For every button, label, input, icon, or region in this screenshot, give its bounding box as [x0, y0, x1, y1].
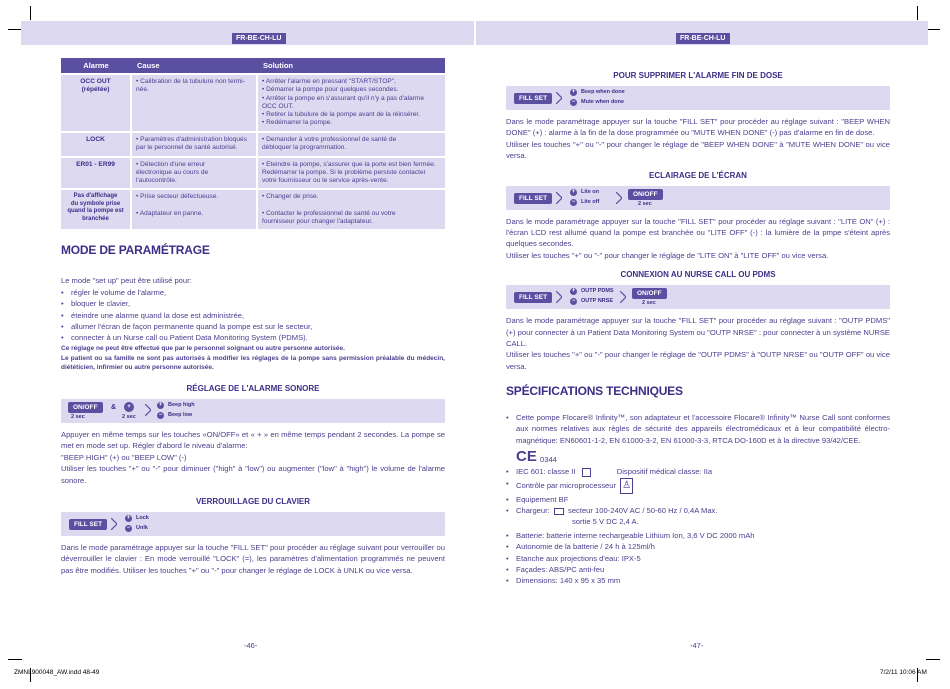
arrow-right-icon	[620, 291, 626, 303]
double-square-icon	[582, 468, 591, 477]
page-number-right: -47-	[690, 641, 704, 650]
list-item: • connecter à un Nurse call ou Patient Data Monitoring System (PDMS).	[61, 332, 445, 343]
sound-strip	[61, 399, 445, 423]
charger-line-2: sortie 5 V DC 2,4 A.	[572, 517, 639, 527]
list-item: • allumer l'écran de façon permanente quand la pompe est sur le secteur,	[61, 321, 445, 332]
list-item: • Batterie: batterie interne rechargeable Lithium Ion, 3,6 V DC 2000 mAh	[506, 530, 890, 541]
option-lite-on: Lite on	[581, 188, 600, 195]
fill-set-button: FILL SET	[69, 519, 107, 530]
sec-label: 2 sec	[638, 200, 652, 207]
arrow-right-icon	[111, 518, 117, 530]
list-item: • Façades: ABS/PC anti-feu	[506, 564, 890, 575]
mode-intro: Le mode "set up" peut être utilisé pour:	[61, 276, 192, 286]
solution-cell: • Arrêter l'alarme en pressant "START/STOP". • Démarrer la pompe pour quelques secondes. • Arrêter la pompe en s'assurant qu'il n'y a pas d'alarme OCC OUT. • Retirer la tubulure de la pompe avant de la réinsérer. • Redémarrer la pompe.	[257, 74, 445, 132]
option-lite-off: Lite off	[581, 198, 600, 205]
lock-title: VERROUILLAGE DU CLAVIER	[195, 496, 311, 506]
spec-intro: • Cette pompe Flocare® Infinity™, son adaptateur et l'accessoire Flocare® Infinity™ Nurse Call sont conformes aux normes relatives aux règles de sécurité des appareils électromédicaux et à leur compatibilité électro-magnétique: EN60601-1-2, EN 61000-3-2, EN 61000-3-3, RTCA DO-160D et à la directive 93/42/CEE.	[506, 412, 890, 446]
screen-title: ECLAIRAGE DE L'ÉCRAN	[649, 170, 747, 180]
alarm-table-header	[61, 58, 445, 74]
option-beep-high: Beep high	[168, 402, 195, 409]
list-item: • Dimensions: 140 x 95 x 35 mm	[506, 575, 890, 586]
sec-label: 2 sec	[642, 300, 656, 307]
iec-text: IEC 601: classe II	[516, 467, 576, 477]
plus-icon: +	[124, 402, 134, 412]
option-unlk: Unlk	[136, 524, 148, 531]
on-off-button: ON/OFF	[632, 288, 667, 299]
warning-text-2: Le patient ou sa famille ne sont pas autorisés à modifier les réglages de la pompe sans permission préalable du médecin, diététicien, infirmier ou autre personne autorisée.	[61, 354, 445, 372]
on-off-button: ON/OFF	[68, 402, 103, 413]
spec-list-2	[506, 466, 890, 516]
header-alarm: Alarme	[61, 58, 131, 74]
ampersand: &	[111, 404, 117, 412]
warning-text-1: Ce réglage ne peut être effectué que par le personnel soignant ou autre personne autorisée.	[61, 344, 345, 352]
lock-text: Dans le mode paramétrage appuyer sur la touche "FILL SET" pour procéder au réglage suivant pour verrouiller ou déverrouiller le clavier : En mode verrouillé "LOCK" (=), les paramètres d'alimentation programmés ne peuvent pas être modifiés. Utiliser les touches "+" ou "-" pour changer le réglage de LOCK à UNLK ou vice versa.	[61, 542, 445, 575]
ce-mark: CE	[516, 448, 537, 466]
plus-icon: +	[158, 402, 163, 409]
dose-title: POUR SUPPRIMER L'ALARME FIN DE DOSE	[613, 71, 783, 80]
list-item: • Etanche aux projections d'eau: IPX-5	[506, 553, 890, 564]
fill-set-button: FILL SET	[514, 193, 552, 204]
table-row	[61, 157, 445, 190]
list-item	[506, 505, 890, 516]
crop-mark	[926, 29, 940, 30]
fill-set-button: FILL SET	[514, 292, 552, 303]
language-tag-left: FR-BE-CH-LU	[232, 33, 286, 44]
alarm-cell: LOCK	[61, 132, 131, 156]
spec-list	[506, 412, 890, 446]
option-outp-nrse: OUTP NRSE	[581, 298, 613, 305]
sec-label: 2 sec	[122, 414, 136, 421]
crop-mark	[917, 6, 918, 20]
list-item	[506, 466, 890, 477]
arrow-right-icon	[556, 291, 562, 303]
cause-cell: • Prise secteur défectueuse. • Adaptateur en panne.	[131, 189, 257, 229]
solution-cell: • Demander à votre professionnel de santé de débloquer la programmation.	[257, 132, 445, 156]
ce-row	[506, 448, 890, 466]
alarm-table	[61, 58, 445, 229]
footer-file: ZMNL900048_AW.indd 48-49	[14, 669, 100, 676]
solution-cell: • Eteindre la pompe, s'assurer que la porte est bien fermée. Redémarrer la pompe. Si le problème persiste contacter votre fournisseur ou le service après-vente.	[257, 157, 445, 190]
alarm-cell: ER01 - ER99	[61, 157, 131, 190]
list-item: • éteindre une alarme quand la dose est administrée,	[61, 310, 445, 321]
mode-title: MODE DE PARAMÉTRAGE	[61, 243, 210, 258]
crop-mark	[8, 29, 22, 30]
arrow-right-icon	[556, 192, 562, 204]
sound-title: RÉGLAGE DE L'ALARME SONORE	[186, 384, 320, 394]
list-item: • Autonomie de la batterie / 24 h à 125ml/h	[506, 541, 890, 552]
option-beep-low: Beep low	[168, 412, 193, 419]
arrow-right-icon	[145, 404, 151, 416]
plus-icon: +	[126, 514, 131, 521]
spec-item: Contrôle par microprocesseur	[516, 480, 617, 490]
spec-title: SPÉCIFICATIONS TECHNIQUES	[506, 384, 683, 399]
plug-icon	[554, 508, 564, 515]
alarm-cell: OCC OUT (répétée)	[61, 74, 131, 132]
language-tag-right: FR-BE-CH-LU	[676, 33, 730, 44]
table-row	[61, 74, 445, 132]
table-row	[61, 189, 445, 229]
minus-icon: −	[158, 412, 163, 419]
mode-list	[61, 287, 445, 344]
nurse-title: CONNEXION AU NURSE CALL OU PDMS	[620, 270, 776, 280]
option-beep-when-done: Beep when done	[581, 89, 625, 95]
list-item: • bloquer le clavier,	[61, 298, 445, 309]
on-off-button: ON/OFF	[628, 189, 663, 200]
screen-text: Dans le mode paramétrage appuyer sur la touche "FILL SET" pour procéder au réglage suivant : "LITE ON" (+) : l'écran LCD rest allumé quand la pompe est branchée ou "LITE OFF" (-) : la lumière de la pmpe s'éteint après quelques secondes. Utiliser les touches "+" ou "-" pour changer le réglage de "LITE ON" à "LITE OFF" ou vice versa.	[506, 216, 890, 260]
bf-person-icon: ♙	[620, 478, 633, 494]
page-number-left: -46-	[244, 641, 258, 650]
ce-number: 0344	[540, 455, 557, 465]
header-cause: Cause	[131, 58, 257, 74]
crop-mark	[8, 659, 22, 660]
dose-text: Dans le mode paramétrage appuyer sur la touche "FILL SET" pour procéder au réglage suivant : "BEEP WHEN DONE" (+) : alarme à la fin de la dose programmée ou "MUTE WHEN DONE" (-) pas d'alarme en fin de dose. Utiliser les touches "+" ou "-" pour changer le réglage de "BEEP WHEN DONE" à "MUTE WHEN DONE" ou vice versa.	[506, 117, 890, 161]
plus-icon: +	[571, 188, 576, 195]
minus-icon: −	[126, 524, 131, 531]
option-lock: Lock	[136, 514, 149, 521]
crop-mark	[30, 6, 31, 20]
option-outp-pdms: OUTP PDMS	[581, 288, 614, 295]
header-solution: Solution	[257, 58, 445, 74]
crop-mark	[926, 659, 940, 660]
fill-set-button: FILL SET	[514, 93, 552, 104]
table-row	[61, 132, 445, 156]
nurse-text: Dans le mode paramétrage appuyer sur la touche "FILL SET" pour procéder au réglage suivant : "OUTP PDMS" (+) pour connecter à un Patient Data Monitoring System ou "OUTP NRSE" : pour connecter à un système NURSE CALL. Utiliser les touches "+" ou "-" pour changer le réglage de "OUTP PDMS" à "OUTP NRSE" ou "OUTP OFF" ou vice versa.	[506, 316, 890, 371]
minus-icon: −	[571, 99, 576, 105]
arrow-right-icon	[556, 92, 562, 104]
minus-icon: −	[571, 298, 576, 305]
lock-strip	[61, 512, 445, 536]
solution-cell: • Changer de prise. • Contacter le professionnel de santé ou votre fournisseur pour changer l'adaptateur.	[257, 189, 445, 229]
spec-list-3	[506, 530, 890, 587]
option-mute-when-done: Mute when done	[581, 99, 625, 105]
charger-line-1: secteur 100-240V AC / 50-60 Hz / 0,4A Max.	[568, 506, 718, 516]
screen-strip	[506, 186, 890, 210]
alarm-cell: Pas d'affichage du symbole prise quand la pompe est branchée	[61, 189, 131, 229]
left-page	[61, 58, 445, 576]
dose-strip	[506, 86, 890, 110]
footer-date: 7/2/11 10:06 AM	[880, 669, 927, 676]
list-item	[506, 478, 890, 494]
minus-icon: −	[571, 198, 576, 205]
plus-icon: +	[571, 288, 576, 295]
right-page	[506, 66, 890, 587]
iec-class: Dispositif médical classe: IIa	[616, 467, 713, 477]
cause-cell: • Calibration de la tubulure non termi- née.	[131, 74, 257, 132]
spec-item: Chargeur:	[516, 506, 550, 516]
list-item: • régler le volume de l'alarme,	[61, 287, 445, 298]
sec-label: 2 sec	[71, 414, 85, 421]
sound-text: Appuyer en même temps sur les touches «ON/OFF» et « + » en même temps pendant 2 secondes. La pompe se met en mode set up. Régler d'abord le niveau d'alarme: "BEEP HIGH" (+) ou "BEEP LOW" (-) Utiliser les touches "+" ou "-" pour diminuer ("high" à "low") ou augmenter ("low" à "high") le volume de l'alarme sonore.	[61, 430, 445, 485]
plus-icon: +	[571, 89, 576, 95]
arrow-right-icon	[616, 192, 622, 204]
list-item: • Equipement BF	[506, 494, 890, 505]
nurse-strip	[506, 285, 890, 309]
cause-cell: • Paramètres d'administration bloqués par le personnel de santé autorisé.	[131, 132, 257, 156]
cause-cell: • Détection d'une erreur électronique au cours de l'autocontrôle.	[131, 157, 257, 190]
